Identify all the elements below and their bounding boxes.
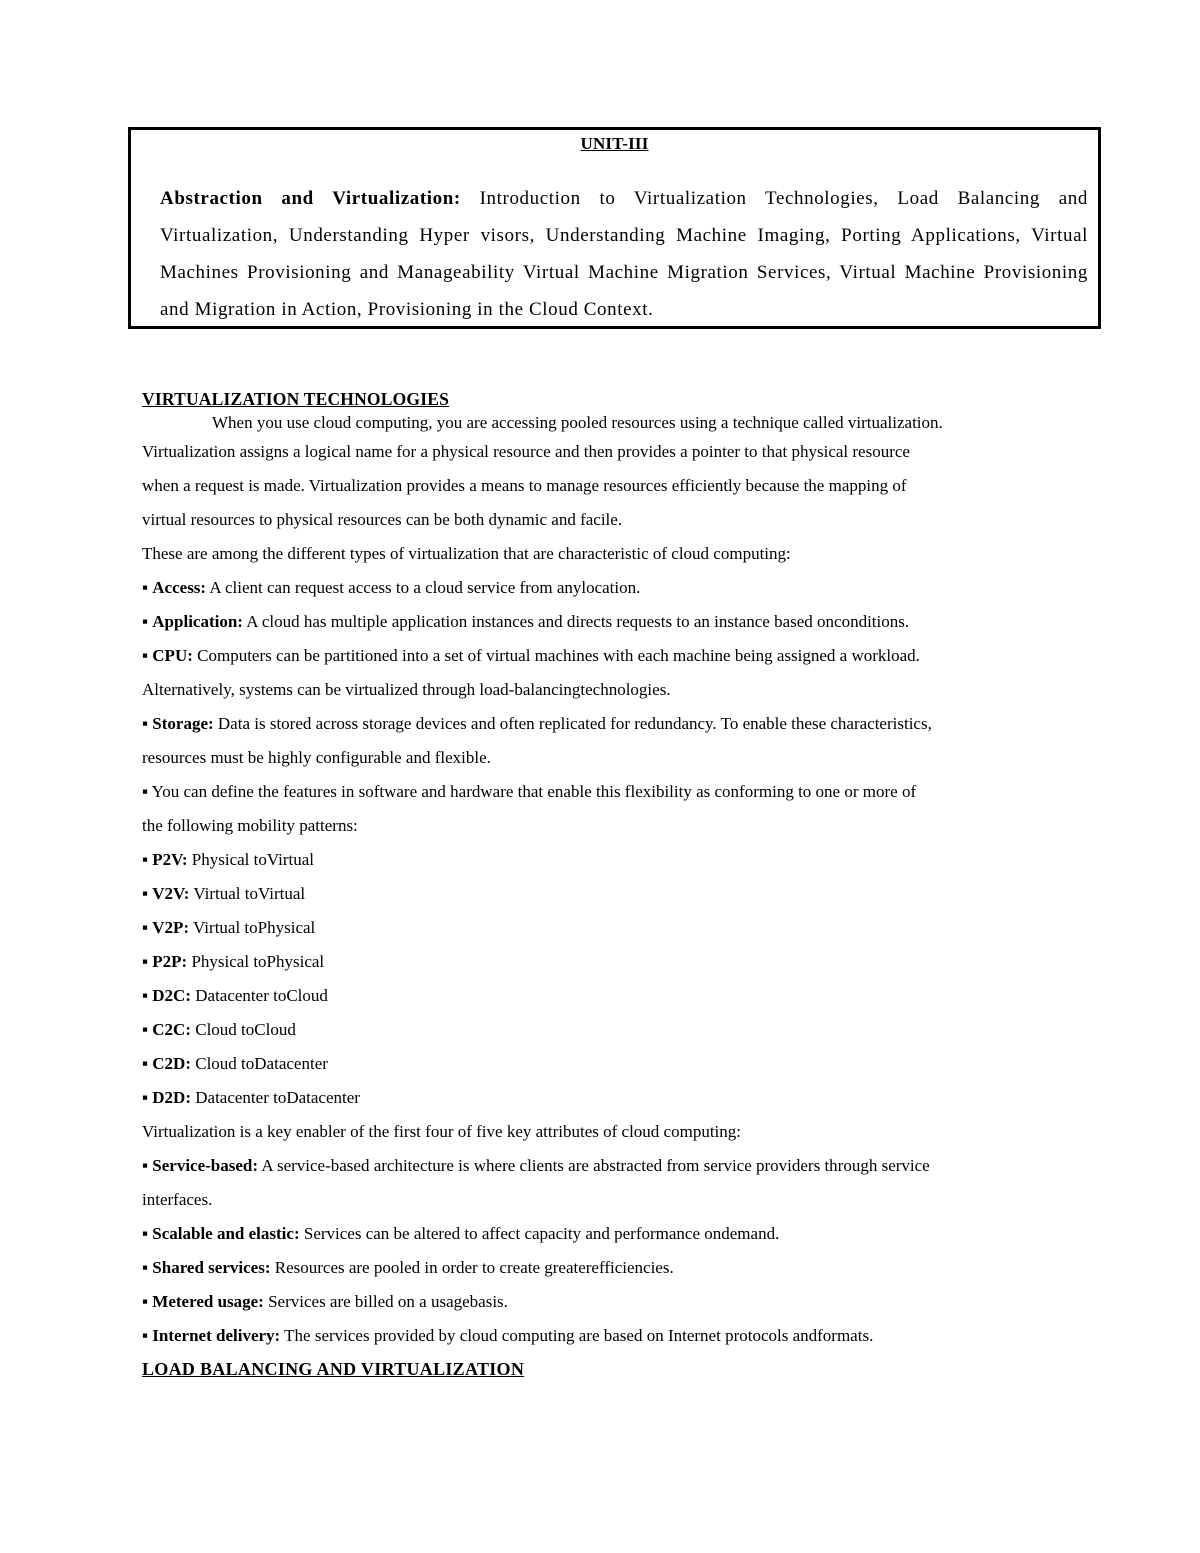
list-desc: Cloud toDatacenter — [191, 1054, 328, 1073]
list-desc: Services can be altered to affect capacity and performance ondemand. — [299, 1224, 780, 1243]
paragraph-line: when a request is made. Virtualization provides a means to manage resources efficiently because the mapping of — [142, 476, 907, 495]
list-term: Service-based: — [152, 1156, 259, 1175]
paragraph-line: resources must be highly configurable and flexible. — [142, 748, 491, 767]
bullet-icon: ▪ — [142, 952, 149, 971]
list-item — [142, 639, 1067, 673]
paragraph-line: the following mobility patterns: — [142, 816, 358, 835]
list-term: Storage: — [152, 714, 214, 733]
list-term: D2C: — [152, 986, 191, 1005]
bullet-icon: ▪ — [142, 1224, 149, 1243]
list-item — [142, 1251, 1067, 1285]
list-desc: Resources are pooled in order to create greaterefficiencies. — [270, 1258, 674, 1277]
list-desc: Datacenter toDatacenter — [191, 1088, 360, 1107]
list-item — [142, 979, 1067, 1013]
list-term: Scalable and elastic: — [152, 1224, 300, 1243]
bullet-icon: ▪ — [142, 714, 149, 733]
list-term: P2V: — [152, 850, 188, 869]
list-term: Shared services: — [152, 1258, 271, 1277]
paragraph-line: Alternatively, systems can be virtualized through load-balancingtechnologies. — [142, 680, 671, 699]
list-item — [142, 707, 1067, 741]
list-term: D2D: — [152, 1088, 191, 1107]
paragraph-line: When you use cloud computing, you are accessing pooled resources using a technique called virtualization. — [212, 413, 943, 432]
list-term: C2C: — [152, 1020, 191, 1039]
list-item — [142, 605, 1067, 639]
list-item — [142, 945, 1067, 979]
list-desc: Cloud toCloud — [191, 1020, 296, 1039]
syllabus-lead: Abstraction and Virtualization: — [160, 188, 461, 209]
bullet-icon: ▪ — [142, 1156, 149, 1175]
list-term: V2P: — [152, 918, 190, 937]
paragraph-line: virtual resources to physical resources can be both dynamic and facile. — [142, 510, 623, 529]
list-desc: Data is stored across storage devices and often replicated for redundancy. To enable these characteristics, — [213, 714, 932, 733]
section-heading-load-balancing: LOAD BALANCING AND VIRTUALIZATION — [142, 1359, 525, 1379]
main-content — [142, 387, 1067, 1385]
list-desc: A service-based architecture is where clients are abstracted from service providers through service — [258, 1156, 930, 1175]
list-item — [142, 571, 1067, 605]
list-item — [142, 1081, 1067, 1115]
paragraph-line: These are among the different types of virtualization that are characteristic of cloud computing: — [142, 544, 791, 563]
bullet-icon: ▪ — [142, 1054, 149, 1073]
paragraph-line: interfaces. — [142, 1190, 213, 1209]
bullet-icon: ▪ — [142, 1292, 149, 1311]
bullet-icon: ▪ — [142, 578, 149, 597]
bullet-icon: ▪ — [142, 1326, 149, 1345]
syllabus-box — [128, 127, 1101, 329]
bullet-icon: ▪ — [142, 918, 149, 937]
list-item — [142, 1013, 1067, 1047]
bullet-icon: ▪ — [142, 1258, 149, 1277]
list-desc: Virtual toVirtual — [189, 884, 306, 903]
list-item — [142, 1149, 1067, 1183]
bullet-icon: ▪ — [142, 1020, 149, 1039]
list-desc: Computers can be partitioned into a set of virtual machines with each machine being assigned a workload. — [192, 646, 920, 665]
list-item — [142, 1047, 1067, 1081]
list-item — [142, 1319, 1067, 1353]
paragraph-line: Virtualization is a key enabler of the first four of five key attributes of cloud computing: — [142, 1122, 741, 1141]
list-desc: You can define the features in software and hardware that enable this flexibility as conforming to one or more of — [151, 782, 917, 801]
bullet-icon: ▪ — [142, 884, 149, 903]
list-item — [142, 911, 1067, 945]
list-desc: Services are billed on a usagebasis. — [263, 1292, 508, 1311]
list-desc: Physical toPhysical — [187, 952, 325, 971]
bullet-icon: ▪ — [142, 782, 149, 801]
list-term: Access: — [152, 578, 207, 597]
paragraph-line: Virtualization assigns a logical name for a physical resource and then provides a pointer to that physical resource — [142, 442, 910, 461]
list-desc: Physical toVirtual — [187, 850, 315, 869]
bullet-icon: ▪ — [142, 1088, 149, 1107]
list-item — [142, 877, 1067, 911]
list-desc: Virtual toPhysical — [189, 918, 316, 937]
list-term: V2V: — [152, 884, 190, 903]
bullet-icon: ▪ — [142, 646, 149, 665]
list-term: Application: — [152, 612, 243, 631]
list-desc: A cloud has multiple application instances and directs requests to an instance based onconditions. — [242, 612, 910, 631]
list-term: P2P: — [152, 952, 188, 971]
list-term: Metered usage: — [152, 1292, 264, 1311]
unit-title: UNIT-III — [580, 134, 649, 153]
list-term: CPU: — [152, 646, 193, 665]
bullet-icon: ▪ — [142, 850, 149, 869]
bullet-icon: ▪ — [142, 612, 149, 631]
list-term: C2D: — [152, 1054, 191, 1073]
syllabus-text — [160, 180, 1088, 328]
section-heading-virtualization-technologies: VIRTUALIZATION TECHNOLOGIES — [142, 389, 450, 409]
list-item — [142, 775, 1067, 809]
list-item — [142, 843, 1067, 877]
list-desc: Datacenter toCloud — [191, 986, 328, 1005]
bullet-icon: ▪ — [142, 986, 149, 1005]
list-desc: A client can request access to a cloud service from anylocation. — [206, 578, 641, 597]
list-term: Internet delivery: — [152, 1326, 281, 1345]
list-item — [142, 1285, 1067, 1319]
syllabus-topics: Introduction to Virtualization Technologies, Load Balancing and Virtualization, Understanding Hyper visors, Understanding Machine Imaging, Porting Applications, Virtual Machines Provisioning and Manageability Virtual Machine Migration Services, Virtual Machine Provisioning and Migration in Action, Provisioning in the Cloud Context. — [160, 188, 1088, 320]
list-item — [142, 1217, 1067, 1251]
list-desc: The services provided by cloud computing are based on Internet protocols andformats. — [280, 1326, 874, 1345]
